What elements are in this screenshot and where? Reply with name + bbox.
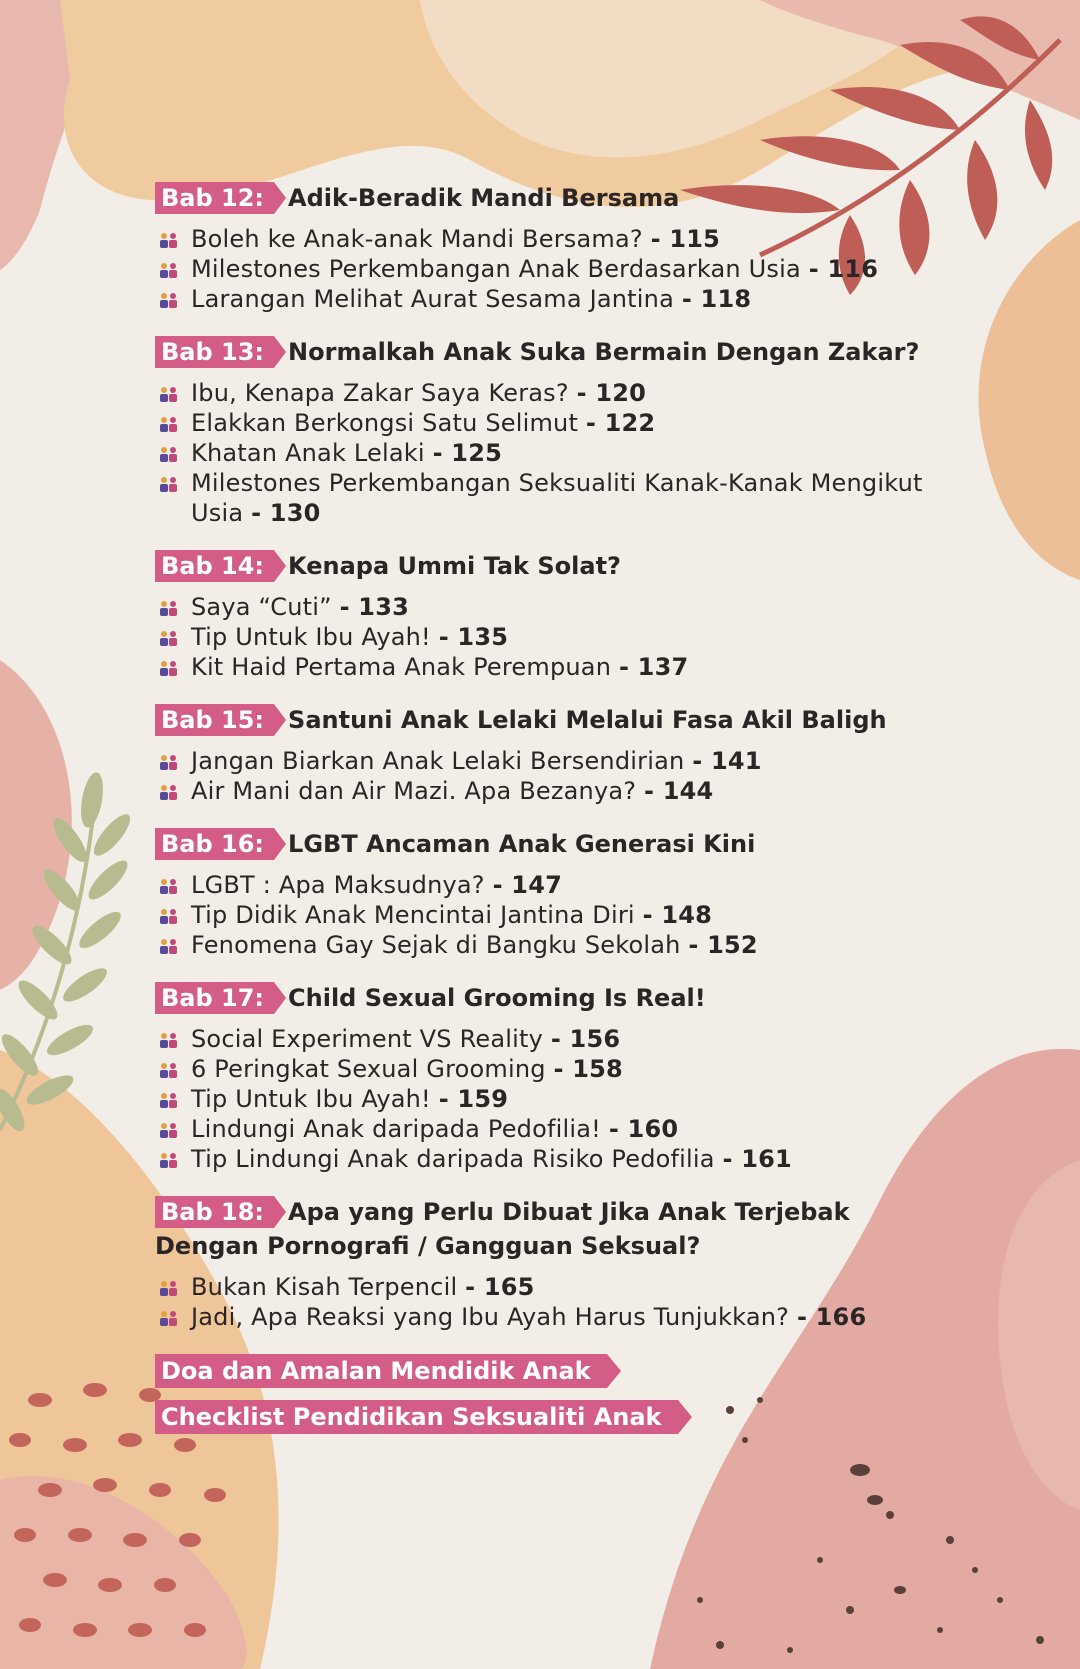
page-number: - 144: [644, 777, 714, 805]
page-number: - 152: [688, 931, 758, 959]
page-number: - 118: [681, 285, 752, 313]
list-item: [155, 592, 925, 622]
list-item: [155, 468, 925, 528]
chapter-items: [155, 378, 925, 528]
item-text: LGBT : Apa Maksudnya?: [191, 871, 485, 899]
family-icon: [159, 754, 179, 770]
page-number: - 156: [550, 1025, 621, 1053]
page-number: - 148: [642, 901, 713, 929]
extra-sections: [155, 1354, 925, 1446]
chapter-badge: Bab 14:: [155, 550, 274, 582]
chapter-title-continued: Dengan Pornografi / Gangguan Seksual?: [155, 1232, 701, 1260]
page-number: - 133: [339, 593, 410, 621]
item-text: 6 Peringkat Sexual Grooming: [191, 1055, 546, 1083]
list-item: [155, 930, 925, 960]
page-number: - 130: [251, 499, 321, 527]
page-number: - 115: [650, 225, 721, 253]
family-icon: [159, 784, 179, 800]
list-item: [155, 254, 925, 284]
page-number: - 125: [432, 439, 502, 467]
page-number: - 158: [553, 1055, 623, 1083]
chapter-badge: Bab 15:: [155, 704, 274, 736]
chapter-17: [155, 982, 925, 1174]
page-number: - 122: [585, 409, 656, 437]
chapter-12: [155, 182, 925, 314]
family-icon: [159, 446, 179, 462]
chapter-items: [155, 746, 925, 806]
chapter-heading: [155, 982, 925, 1014]
item-text: Social Experiment VS Reality: [191, 1025, 543, 1053]
list-item: [155, 224, 925, 254]
family-icon: [159, 1310, 179, 1326]
item-text: Tip Untuk Ibu Ayah!: [191, 1085, 431, 1113]
family-icon: [159, 600, 179, 616]
page-number: - 137: [618, 653, 689, 681]
family-icon: [159, 262, 179, 278]
chapter-items: [155, 1024, 925, 1174]
page-number: - 120: [576, 379, 647, 407]
item-text: Lindungi Anak daripada Pedofilia!: [191, 1115, 601, 1143]
list-item: [155, 652, 925, 682]
chapter-heading: [155, 336, 925, 368]
chapter-title: Santuni Anak Lelaki Melalui Fasa Akil Baligh: [288, 706, 887, 734]
list-item: [155, 622, 925, 652]
list-item: [155, 900, 925, 930]
family-icon: [159, 476, 179, 492]
family-icon: [159, 292, 179, 308]
item-text: Saya “Cuti”: [191, 593, 332, 621]
item-text: Milestones Perkembangan Seksualiti Kanak-Kanak Mengikut Usia: [191, 469, 923, 527]
page-number: - 147: [492, 871, 563, 899]
chapter-heading: [155, 704, 925, 736]
family-icon: [159, 660, 179, 676]
list-item: [155, 378, 925, 408]
chapter-badge: Bab 13:: [155, 336, 274, 368]
list-item: [155, 1302, 925, 1332]
chapter-badge: Bab 16:: [155, 828, 274, 860]
item-text: Jadi, Apa Reaksi yang Ibu Ayah Harus Tunjukkan?: [191, 1303, 790, 1331]
list-item: [155, 284, 925, 314]
table-of-contents: [155, 182, 925, 1446]
chapter-title: Adik-Beradik Mandi Bersama: [288, 184, 680, 212]
item-text: Boleh ke Anak-anak Mandi Bersama?: [191, 225, 643, 253]
family-icon: [159, 1062, 179, 1078]
chapter-badge: Bab 18:: [155, 1196, 274, 1228]
page-number: - 159: [438, 1085, 509, 1113]
item-text: Ibu, Kenapa Zakar Saya Keras?: [191, 379, 569, 407]
item-text: Fenomena Gay Sejak di Bangku Sekolah: [191, 931, 681, 959]
family-icon: [159, 630, 179, 646]
family-icon: [159, 1032, 179, 1048]
page-number: - 166: [796, 1303, 867, 1331]
chapter-badge: Bab 12:: [155, 182, 274, 214]
item-text: Jangan Biarkan Anak Lelaki Bersendirian: [191, 747, 685, 775]
page-number: - 165: [465, 1273, 535, 1301]
chapter-items: [155, 224, 925, 314]
chapter-18: [155, 1196, 925, 1332]
list-item: [155, 1114, 925, 1144]
page-number: - 141: [692, 747, 762, 775]
item-text: Bukan Kisah Terpencil: [191, 1273, 458, 1301]
page-number: - 161: [722, 1145, 792, 1173]
item-text: Tip Untuk Ibu Ayah!: [191, 623, 431, 651]
chapter-14: [155, 550, 925, 682]
list-item: [155, 776, 925, 806]
chapter-title: Normalkah Anak Suka Bermain Dengan Zakar?: [288, 338, 920, 366]
right-peach-blob: [978, 220, 1080, 580]
list-item: [155, 408, 925, 438]
chapter-title: Child Sexual Grooming Is Real!: [288, 984, 706, 1012]
list-item: [155, 1024, 925, 1054]
item-text: Tip Lindungi Anak daripada Risiko Pedofilia: [191, 1145, 715, 1173]
page-number: - 135: [438, 623, 509, 651]
family-icon: [159, 416, 179, 432]
family-icon: [159, 938, 179, 954]
list-item: [155, 1144, 925, 1174]
family-icon: [159, 1280, 179, 1296]
item-text: Kit Haid Pertama Anak Perempuan: [191, 653, 612, 681]
item-text: Air Mani dan Air Mazi. Apa Bezanya?: [191, 777, 637, 805]
list-item: [155, 438, 925, 468]
chapter-title: Kenapa Ummi Tak Solat?: [288, 552, 621, 580]
list-item: [155, 1084, 925, 1114]
family-icon: [159, 386, 179, 402]
family-icon: [159, 908, 179, 924]
chapter-items: [155, 1272, 925, 1332]
page-number: - 160: [608, 1115, 679, 1143]
chapter-16: [155, 828, 925, 960]
list-item: [155, 746, 925, 776]
chapter-title: LGBT Ancaman Anak Generasi Kini: [288, 830, 756, 858]
chapter-items: [155, 870, 925, 960]
section-checklist: Checklist Pendidikan Seksualiti Anak: [155, 1400, 678, 1434]
list-item: [155, 870, 925, 900]
chapter-items: [155, 592, 925, 682]
list-item: [155, 1054, 925, 1084]
family-icon: [159, 1092, 179, 1108]
item-text: Elakkan Berkongsi Satu Selimut: [191, 409, 579, 437]
family-icon: [159, 232, 179, 248]
chapter-13: [155, 336, 925, 528]
chapter-badge: Bab 17:: [155, 982, 274, 1014]
item-text: Tip Didik Anak Mencintai Jantina Diri: [191, 901, 635, 929]
page-number: - 116: [808, 255, 879, 283]
item-text: Milestones Perkembangan Anak Berdasarkan Usia: [191, 255, 801, 283]
chapter-heading: [155, 550, 925, 582]
list-item: [155, 1272, 925, 1302]
item-text: Larangan Melihat Aurat Sesama Jantina: [191, 285, 674, 313]
chapter-heading: [155, 182, 925, 214]
chapter-title: Apa yang Perlu Dibuat Jika Anak Terjebak: [288, 1198, 850, 1226]
family-icon: [159, 878, 179, 894]
family-icon: [159, 1122, 179, 1138]
section-doa-amalan: Doa dan Amalan Mendidik Anak: [155, 1354, 607, 1388]
chapter-heading: [155, 1196, 925, 1228]
item-text: Khatan Anak Lelaki: [191, 439, 425, 467]
family-icon: [159, 1152, 179, 1168]
chapter-15: [155, 704, 925, 806]
chapter-heading: [155, 828, 925, 860]
